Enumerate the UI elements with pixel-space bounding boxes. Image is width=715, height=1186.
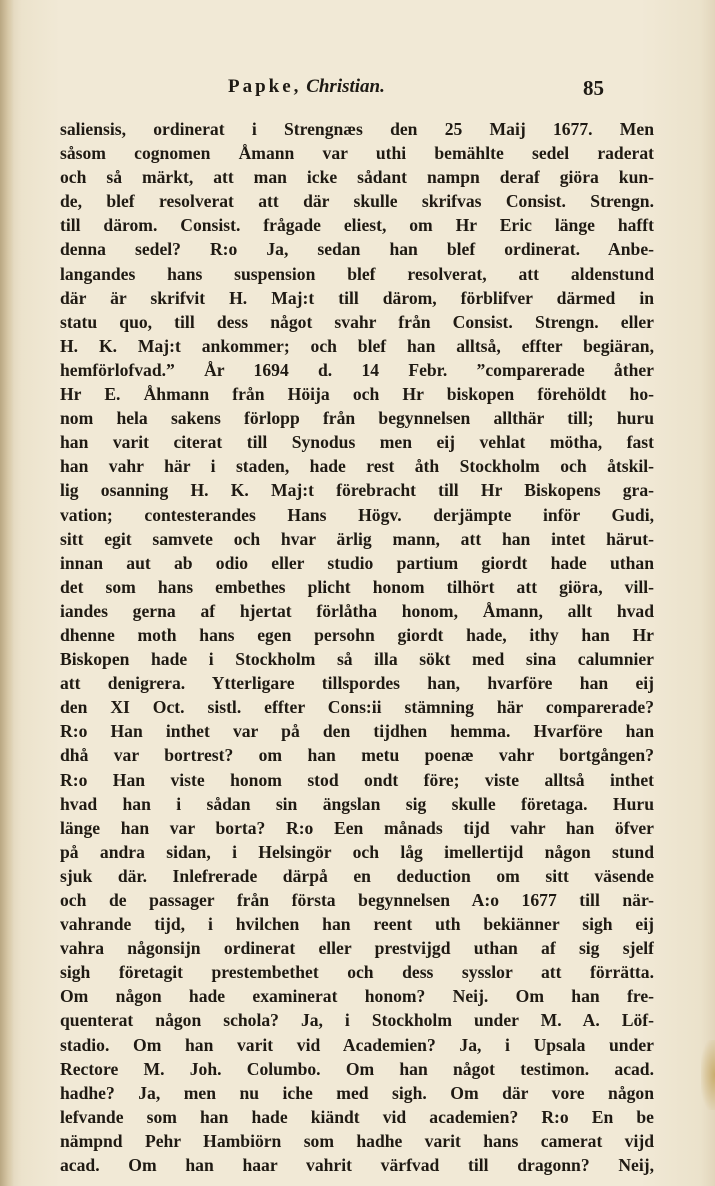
text-line: sjuk där. Inlefrerade därpå en deduction om sitt väsende — [60, 865, 654, 886]
text-line: länge han var borta? R:o Een månads tijd vahr han öfver — [60, 817, 654, 838]
text-line: till därom. Consist. frågade eliest, om Hr Eric länge hafft — [60, 215, 654, 236]
text-line: den XI Oct. sistl. effter Cons:ii stämning här comparerade? — [60, 697, 654, 718]
text-line: såsom cognomen Åmann var uthi bemählte sedel raderat — [60, 143, 654, 164]
text-line: hvad han i sådan sin ängslan sig skulle företaga. Huru — [60, 793, 654, 814]
text-line: statu quo, till dess något svahr från Consist. Strengn. eller — [60, 311, 654, 332]
text-line: Rectore M. Joh. Columbo. Om han något testimon. acad. — [60, 1058, 654, 1079]
text-line: där är skrifvit H. Maj:t till därom, förblifver därmed in — [60, 287, 654, 308]
text-line: saliensis, ordinerat i Strengnæs den 25 Maij 1677. Men — [60, 119, 654, 139]
text-line: dhenne moth hans egen persohn giordt hade, ithy han Hr — [60, 624, 654, 645]
text-line: nämpnd Pehr Hambiörn som hadhe varit hans camerat vijd — [60, 1130, 654, 1151]
text-line: Biskopen hade i Stockholm så illa sökt med sina calumnier — [60, 649, 654, 670]
text-line: langandes hans suspension blef resolverat, att aldenstund — [60, 263, 654, 284]
page-number: 85 — [583, 76, 604, 100]
text-line: R:o Han inthet var på den tijdhen hemma. Hvarföre han — [60, 721, 654, 742]
running-head-title — [228, 76, 385, 98]
text-line: dhå var bortrest? om han metu poenæ vahr bortgången? — [60, 745, 654, 766]
text-line: han vahr här i staden, hade rest åth Stockholm och åtskil- — [60, 456, 654, 477]
text-line: lefvande som han hade kiändt vid academien? R:o En be — [60, 1106, 654, 1127]
text-line: Om någon hade examinerat honom? Neij. Om han fre- — [60, 986, 654, 1007]
text-line: han varit citerat till Synodus men eij vehlat mötha, fast — [60, 432, 654, 453]
text-line: de, blef resolverat att där skulle skrifvas Consist. Strengn. — [60, 191, 654, 212]
text-line: hadhe? Ja, men nu iche med sigh. Om där vore någon — [60, 1082, 654, 1103]
body-text — [60, 117, 654, 1177]
text-line: det som hans embethes plicht honom tilhört att giöra, vill- — [60, 576, 654, 597]
running-head-given-name: Christian. — [306, 76, 385, 97]
text-line: nom hela sakens förlopp från begynnelsen allthär till; huru — [60, 408, 654, 429]
text-line: lig osanning H. K. Maj:t förebracht till Hr Biskopens gra- — [60, 480, 654, 501]
running-head-surname: Papke, — [228, 76, 302, 97]
running-head — [0, 76, 715, 106]
binding-shadow — [0, 0, 14, 1186]
text-line: innan aut ab odio eller studio partium giordt hade uthan — [60, 552, 654, 573]
text-line: R:o Han viste honom stod ondt före; viste alltså inthet — [60, 769, 654, 790]
text-line: denna sedel? R:o Ja, sedan han blef ordinerat. Anbe- — [60, 239, 654, 260]
text-line: iandes gerna af hjertat förlåtha honom, Åmann, allt hvad — [60, 600, 654, 621]
text-line: vahra någonsijn ordinerat eller prestvijgd uthan af sig sjelf — [60, 938, 654, 959]
text-line: vation; contesterandes Hans Högv. derjämpte inför Gudi, — [60, 504, 654, 525]
text-line: hemförlofvad.” År 1694 d. 14 Febr. ”comparerade åther — [60, 359, 654, 380]
text-line: H. K. Maj:t ankommer; och blef han alltså, effter begiäran, — [60, 335, 654, 356]
text-line: att denigrera. Ytterligare tillspordes han, hvarföre han eij — [60, 673, 654, 694]
text-line: vahrande tijd, i hvilchen han reent uth bekiänner sigh eij — [60, 914, 654, 935]
text-line: Hr E. Åhmann från Höija och Hr biskopen förehöldt ho- — [60, 384, 654, 405]
text-line: sitt egit samvete och hvar ärlig mann, att han intet härut- — [60, 528, 654, 549]
text-line: på andra sidan, i Helsingör och låg imellertijd någon stund — [60, 841, 654, 862]
text-line: acad. Om han haar vahrit värfvad till dragonn? Neij, — [60, 1155, 654, 1176]
text-line: och så märkt, att man icke sådant nampn deraf giöra kun- — [60, 167, 654, 188]
text-line: stadio. Om han varit vid Academien? Ja, i Upsala under — [60, 1034, 654, 1055]
text-line: och de passager från första begynnelsen A:o 1677 till när- — [60, 890, 654, 910]
page-edge-stain — [701, 1040, 715, 1110]
text-line: sigh företagit prestembethet och dess sysslor att förrätta. — [60, 962, 654, 983]
text-line: quenterat någon schola? Ja, i Stockholm under M. A. Löf- — [60, 1010, 654, 1031]
